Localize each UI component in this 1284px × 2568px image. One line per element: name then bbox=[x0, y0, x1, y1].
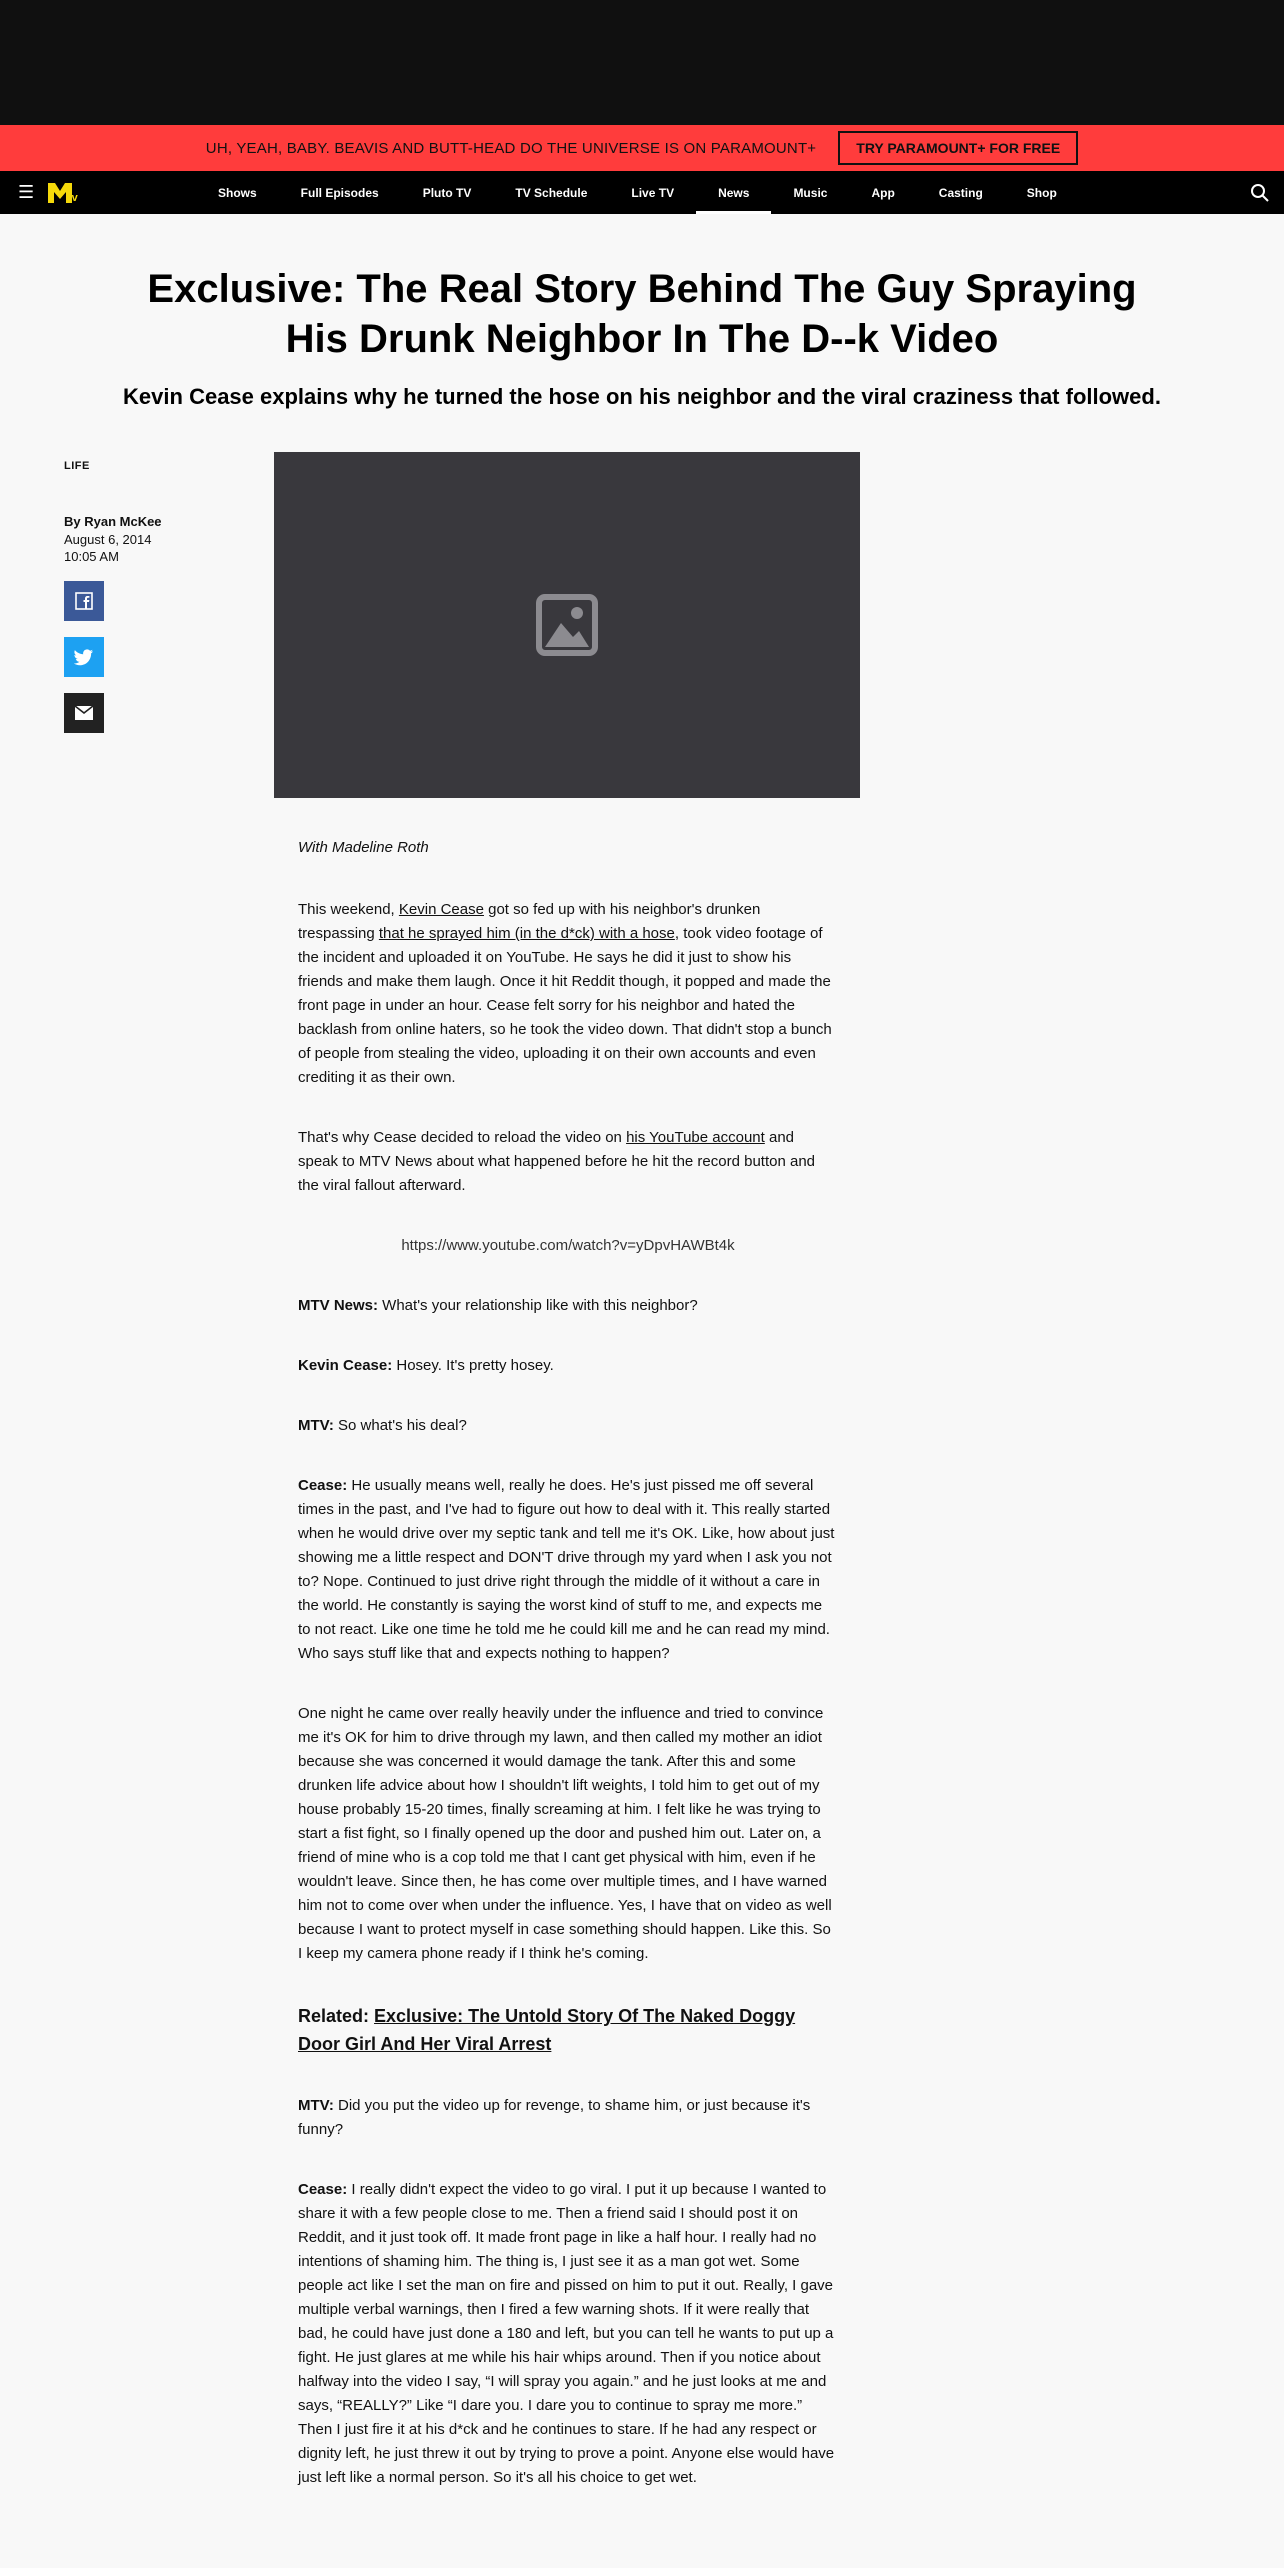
interview-question: MTV: So what's his deal? bbox=[298, 1417, 467, 1434]
related-label: Related: bbox=[298, 2006, 375, 2026]
interview-answer: Cease: He usually means well, really he does. He's just pissed me off several times in the past, and I've had to figure out how to deal with it. This really started when he would drive over my septic tank and tell me it's OK. Like, how about just showing me a little respect and DON'T drive through my yard when I ask you not to? Nope. Continued to just drive right through the middle of it without a care in the world. He constantly is saying the worst kind of stuff to me, and expects me to not react. Like one time he told me he could kill me and he can read my mind. Who says stuff like that and expects nothing to happen? bbox=[298, 1477, 835, 1662]
nav-item-news[interactable]: News bbox=[696, 171, 771, 214]
image-icon bbox=[535, 593, 599, 657]
interview-question: MTV: Did you put the video up for revenge, to shame him, or just because it's funny? bbox=[298, 2097, 811, 2138]
promo-bar bbox=[0, 125, 1284, 171]
nav-item-live-tv[interactable]: Live TV bbox=[631, 185, 675, 200]
mtv-logo[interactable] bbox=[46, 179, 86, 205]
nav-item-full-episodes[interactable]: Full Episodes bbox=[300, 185, 379, 200]
speaker-label: MTV: bbox=[298, 2097, 334, 2114]
speaker-label: Kevin Cease: bbox=[298, 1357, 393, 1374]
youtube-account-link[interactable]: his YouTube account bbox=[626, 1129, 765, 1146]
sprayed-link[interactable]: that he sprayed him (in the d*ck) with a hose bbox=[378, 925, 675, 942]
article-content bbox=[0, 412, 1284, 2512]
interview-question: MTV News: What's your relationship like with this neighbor? bbox=[298, 1297, 698, 1314]
speaker-label: MTV: bbox=[298, 1417, 334, 1434]
facebook-icon bbox=[75, 592, 93, 610]
twitter-icon bbox=[74, 648, 94, 666]
category-label[interactable]: LIFE bbox=[64, 460, 90, 472]
speaker-label: MTV News: bbox=[298, 1297, 379, 1314]
promo-text: UH, YEAH, BABY. BEAVIS AND BUTT-HEAD DO THE UNIVERSE IS ON PARAMOUNT+ bbox=[205, 139, 817, 157]
article-credit: With Madeline Roth bbox=[298, 839, 429, 856]
paragraph: This weekend, Kevin Cease got so fed up with his neighbor's drunken trespassing that he sprayed him (in the d*ck) with a hose, took video footage of the incident and uploaded it on YouTube. He says he did it just to show his friends and make them laugh. Once it hit Reddit though, it popped and made the front page in under an hour. Cease felt sorry for his neighbor and hated the backlash from online haters, so he took the video down. That didn't stop a bunch of people from stealing the video, uploading it on their own accounts and even crediting it as their own. bbox=[298, 901, 832, 1086]
try-paramount-button[interactable]: TRY PARAMOUNT+ FOR FREE bbox=[838, 131, 1078, 165]
related-link-block bbox=[298, 2002, 838, 2058]
article-body bbox=[298, 836, 838, 2526]
facebook-share-button[interactable] bbox=[64, 581, 104, 621]
nav-item-pluto-tv[interactable]: Pluto TV bbox=[422, 185, 472, 200]
byline: By Ryan McKee bbox=[64, 514, 162, 529]
email-share-button[interactable] bbox=[64, 693, 104, 733]
publish-time: 10:05 AM bbox=[64, 549, 119, 564]
paragraph: One night he came over really heavily under the influence and tried to convince me it's OK for him to drive through my lawn, and then called my mother an idiot because she was concerned it would damage the tank. After this and some drunken life advice about how I shouldn't lift weights, I told him to get out of my house probably 15-20 times, finally screaming at him. I felt like he was trying to start a fist fight, so I finally opened up the door and pushed him out. Later on, a friend of mine who is a cop told me that I cant get physical with him, even if he wouldn't leave. Since then, he has come over multiple times, and I have warned him not to come over when under the influence. Yes, I have that on video as well because I want to protect myself in case something should happen. Like this. So I keep my camera phone ready if I think he's coming. bbox=[298, 1705, 832, 1962]
publish-date: August 6, 2014 bbox=[64, 532, 152, 547]
search-icon[interactable] bbox=[1250, 183, 1270, 203]
nav-item-shows[interactable]: Shows bbox=[218, 185, 257, 200]
main-nav bbox=[0, 171, 1284, 214]
article-subheadline: Kevin Cease explains why he turned the hose on his neighbor and the viral craziness that followed. bbox=[123, 384, 1161, 409]
article-headline: Exclusive: The Real Story Behind The Guy Spraying His Drunk Neighbor In The D--k Video bbox=[147, 267, 1137, 361]
email-icon bbox=[75, 706, 93, 720]
related-article-link[interactable]: Exclusive: The Untold Story Of The Naked Doggy Door Girl And Her Viral Arrest bbox=[298, 2006, 796, 2054]
hamburger-icon[interactable]: ☰ bbox=[18, 182, 35, 202]
svg-text:tv: tv bbox=[68, 192, 78, 204]
interview-answer: Kevin Cease: Hosey. It's pretty hosey. bbox=[298, 1357, 554, 1374]
nav-item-tv-schedule[interactable]: TV Schedule bbox=[515, 185, 588, 200]
video-embed-url[interactable]: https://www.youtube.com/watch?v=yDpvHAWBt4k bbox=[401, 1237, 735, 1254]
interview-answer: Cease: I really didn't expect the video to go viral. I put it up because I wanted to share it with a few people close to me. Then a friend said I should post it on Reddit, and it just took off. It made front page in like a half hour. I really had no intentions of shaming him. The thing is, I just see it as a man got wet. Some people act like I set the man on fire and pissed on him to put it out. Really, I gave multiple verbal warnings, then I fired a few warning shots. If it were really that bad, he could have just done a 180 and left, but you can tell he wants to put up a fight. He just glares at me while his hair whips around. Then if you notice about halfway into the video I say, “I will spray you again.” and he just looks at me and says, “REALLY?” Like “I dare you. I dare you to continue to spray me more.” Then I just fire it at his d*ck and he continues to stare. If he had any respect or dignity left, he just threw it out by trying to prove a point. Anyone else would have just left like a normal person. So it's all his choice to get wet. bbox=[298, 2181, 835, 2486]
twitter-share-button[interactable] bbox=[64, 637, 104, 677]
nav-item-music[interactable]: Music bbox=[793, 185, 828, 200]
speaker-label: Cease: bbox=[298, 2181, 348, 2198]
ad-banner bbox=[0, 0, 1284, 125]
nav-items bbox=[196, 171, 1079, 214]
article-sidebar bbox=[64, 460, 204, 733]
nav-item-shop[interactable]: Shop bbox=[1026, 185, 1057, 200]
nav-item-casting[interactable]: Casting bbox=[938, 185, 983, 200]
paragraph: That's why Cease decided to reload the video on his YouTube account and speak to MTV News about what happened before he hit the record button and the viral fallout afterward. bbox=[298, 1129, 816, 1194]
speaker-label: Cease: bbox=[298, 1477, 348, 1494]
article-image[interactable] bbox=[274, 452, 860, 798]
kevin-cease-link[interactable]: Kevin Cease bbox=[398, 901, 484, 918]
nav-item-app[interactable]: App bbox=[871, 185, 895, 200]
